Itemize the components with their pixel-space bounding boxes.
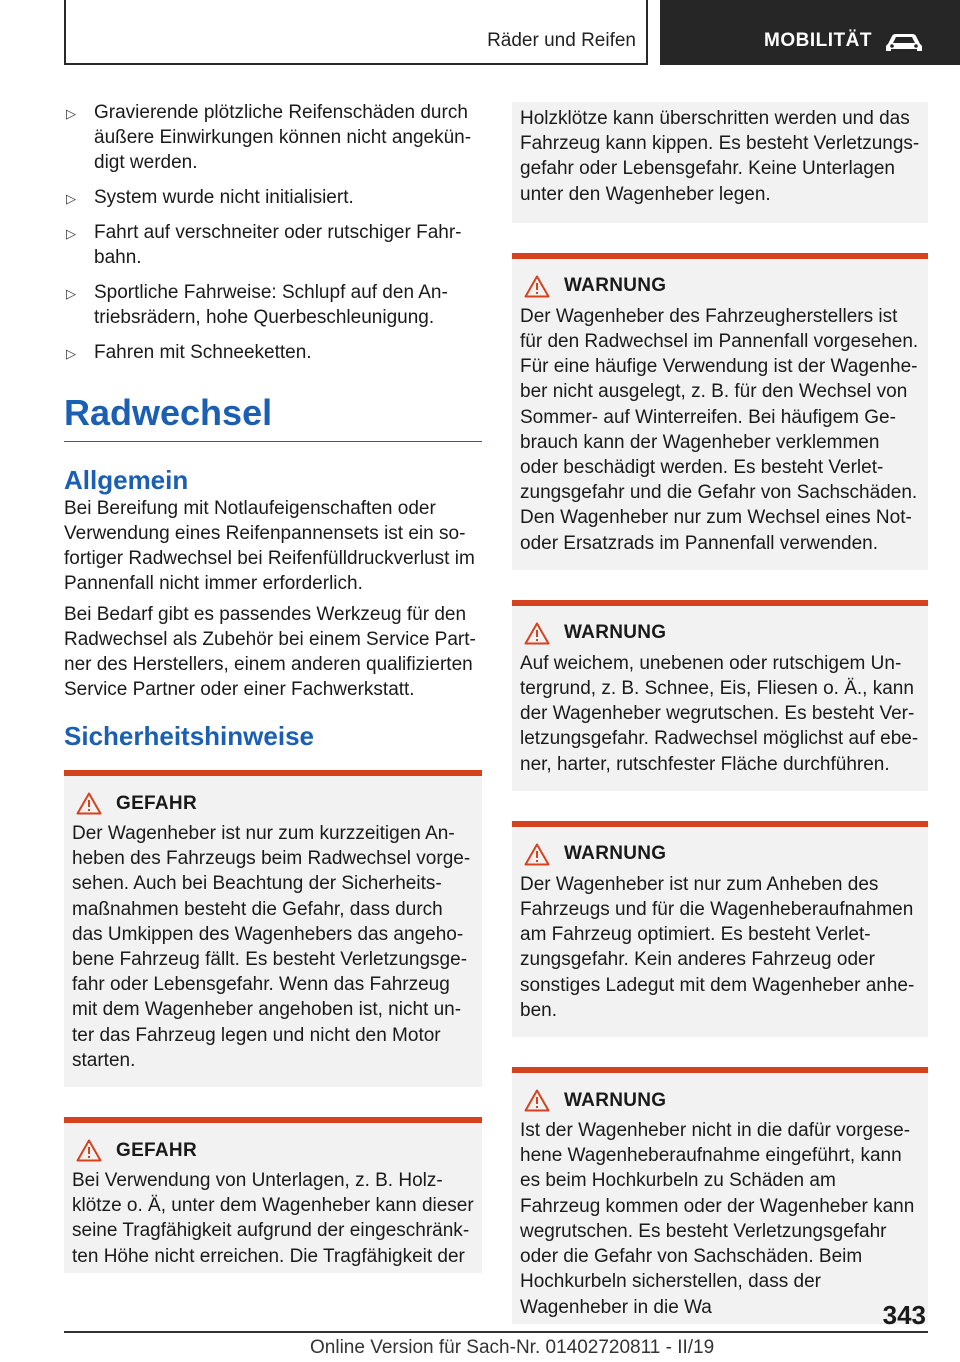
warning-triangle-icon: [524, 622, 550, 645]
box-text: Auf weichem, unebenen oder rutschigem Untergrund, z. B. Schnee, Eis, Fliesen o. Ä., kann der Wagenheber wegrutschen. Es besteht Verletzungsgefahr. Radwechsel möglichst auf ebener, harter, rutschfester Fläche durchführen.: [520, 652, 919, 775]
list-item: ▷ Sportliche Fahrweise: Schlupf auf den Antriebsrädern, hohe Querbeschleunigung.: [66, 282, 448, 328]
page-number: 343: [882, 1300, 926, 1330]
car-icon: [884, 30, 924, 54]
right-column: [512, 102, 928, 1324]
danger-box-continued: [512, 102, 928, 223]
warning-triangle-icon: [76, 792, 102, 815]
heading-allgemein: Allgemein: [64, 465, 189, 495]
list-item: ▷ Gravierende plötzliche Reifenschäden durch äußere Einwirkungen können nicht angekündigt werden.: [66, 102, 472, 173]
warning-triangle-icon: [76, 1139, 102, 1162]
paragraph: Bei Bedarf gibt es passendes Werkzeug für den Radwechsel als Zubehör bei einem Service Partner des Herstellers, einem anderen qualifizierten Service Partner oder einer Fachwerkstatt.: [64, 604, 476, 700]
chapter-title: MOBILITÄT: [764, 30, 872, 51]
section-title: Räder und Reifen: [487, 30, 636, 51]
header-divider: [646, 0, 648, 64]
list-item: ▷ Fahren mit Schneeketten.: [64, 340, 482, 365]
triangle-bullet-icon: ▷: [66, 346, 76, 361]
footer-rule: [64, 1331, 928, 1333]
danger-box: [64, 770, 482, 1087]
paragraph: Bei Bereifung mit Notlaufeigenschaften oder Verwendung eines Reifenpannensets ist ein sofortiger Radwechsel bei Reifenfülldruckverlust im Pannenfall nicht immer erforderlich.: [64, 498, 475, 594]
box-text: Holzklötze kann überschritten werden und das Fahrzeug kann kippen. Es besteht Verletzungsgefahr oder Lebensgefahr. Keine Unterlagen unter den Wagenheber legen.: [520, 108, 920, 205]
box-title: GEFAHR: [116, 792, 197, 814]
warning-triangle-icon: [524, 275, 550, 298]
warning-box: [512, 1067, 928, 1324]
box-text: Der Wagenheber ist nur zum kurzzeitigen Anheben des Fahrzeugs beim Radwechsel vorgesehen. Auch bei Beachtung der Sicherheitsmaßnahmen besteht die Gefahr, dass durch das Umkippen des Wagenhebers das angehobene Fahrzeug fällt. Es besteht Verletzungsgefahr oder Lebensgefahr. Wenn das Fahrzeug mit dem Wagenheber angehoben ist, nicht unter das Fahrzeug legen und nicht den Motor starten.: [72, 823, 471, 1071]
box-text: Ist der Wagenheber nicht in die dafür vorgesehene Wagenheberaufnahme eingeführt, kann es beim Hochkurbeln zu Schäden am Fahrzeug kommen oder der Wagenheber kann wegrutschen. Es besteht Verletzungsgefahr oder die Gefahr von Sachschäden. Beim Hochkurbeln sicherstellen, dass der Wagenheber in die Wa: [520, 1120, 915, 1318]
danger-box: [64, 1117, 482, 1273]
triangle-bullet-icon: ▷: [66, 191, 76, 206]
box-text: Der Wagenheber ist nur zum Anheben des Fahrzeugs und für die Wagenheberaufnahmen am Fahrzeug optimiert. Es besteht Verletzungsgefahr. Kein anderes Fahrzeug oder sonstiges Ladegut mit dem Wagenheber anheben.: [520, 873, 915, 1021]
warning-triangle-icon: [524, 843, 550, 866]
list-item: ▷ Fahrt auf verschneiter oder rutschiger Fahrbahn.: [66, 222, 462, 268]
header-bottom-border: [64, 63, 648, 65]
box-title: GEFAHR: [116, 1139, 197, 1161]
warning-triangle-icon: [524, 1089, 550, 1112]
triangle-bullet-icon: ▷: [66, 226, 76, 241]
heading-sicherheitshinweise: Sicherheitshinweise: [64, 721, 314, 751]
online-version-note: Online Version für Sach-Nr. 01402720811 - II/19: [310, 1337, 715, 1358]
warning-box: [512, 821, 928, 1037]
list-item: ▷ System wurde nicht initialisiert.: [64, 185, 482, 210]
header-left-border: [64, 0, 66, 64]
triangle-bullet-icon: ▷: [66, 286, 76, 301]
cause-list: [64, 100, 482, 365]
box-title: WARNUNG: [564, 1089, 667, 1111]
triangle-bullet-icon: ▷: [66, 106, 76, 121]
left-column: [64, 100, 482, 1273]
box-text: Bei Verwendung von Unterlagen, z. B. Holzklötze o. Ä, unter dem Wagenheber kann dieser seine Tragfähigkeit aufgrund der eingeschränkten Höhe nicht erreichen. Die Tragfähigkeit der: [72, 1170, 474, 1267]
box-title: WARNUNG: [564, 622, 667, 644]
warning-box: [512, 253, 928, 570]
box-text: Der Wagenheber des Fahrzeugherstellers ist für den Radwechsel im Pannenfall vorgesehen. Für eine häufige Verwendung ist der Wagenheber nicht ausgelegt, z. B. für den Wechsel von Sommer- auf Winterreifen. Bei häufigem Gebrauch kann der Wagenheber verklemmen oder beschädigt werden. Es besteht Verletzungsgefahr und die Gefahr von Sachschäden. Den Wagenheber nur zum Wechsel eines Not- oder Ersatzrads im Pannenfall verwenden.: [520, 305, 919, 554]
box-title: WARNUNG: [564, 843, 667, 865]
warning-box: [512, 600, 928, 791]
box-title: WARNUNG: [564, 275, 667, 297]
heading-radwechsel: Radwechsel: [64, 391, 482, 442]
